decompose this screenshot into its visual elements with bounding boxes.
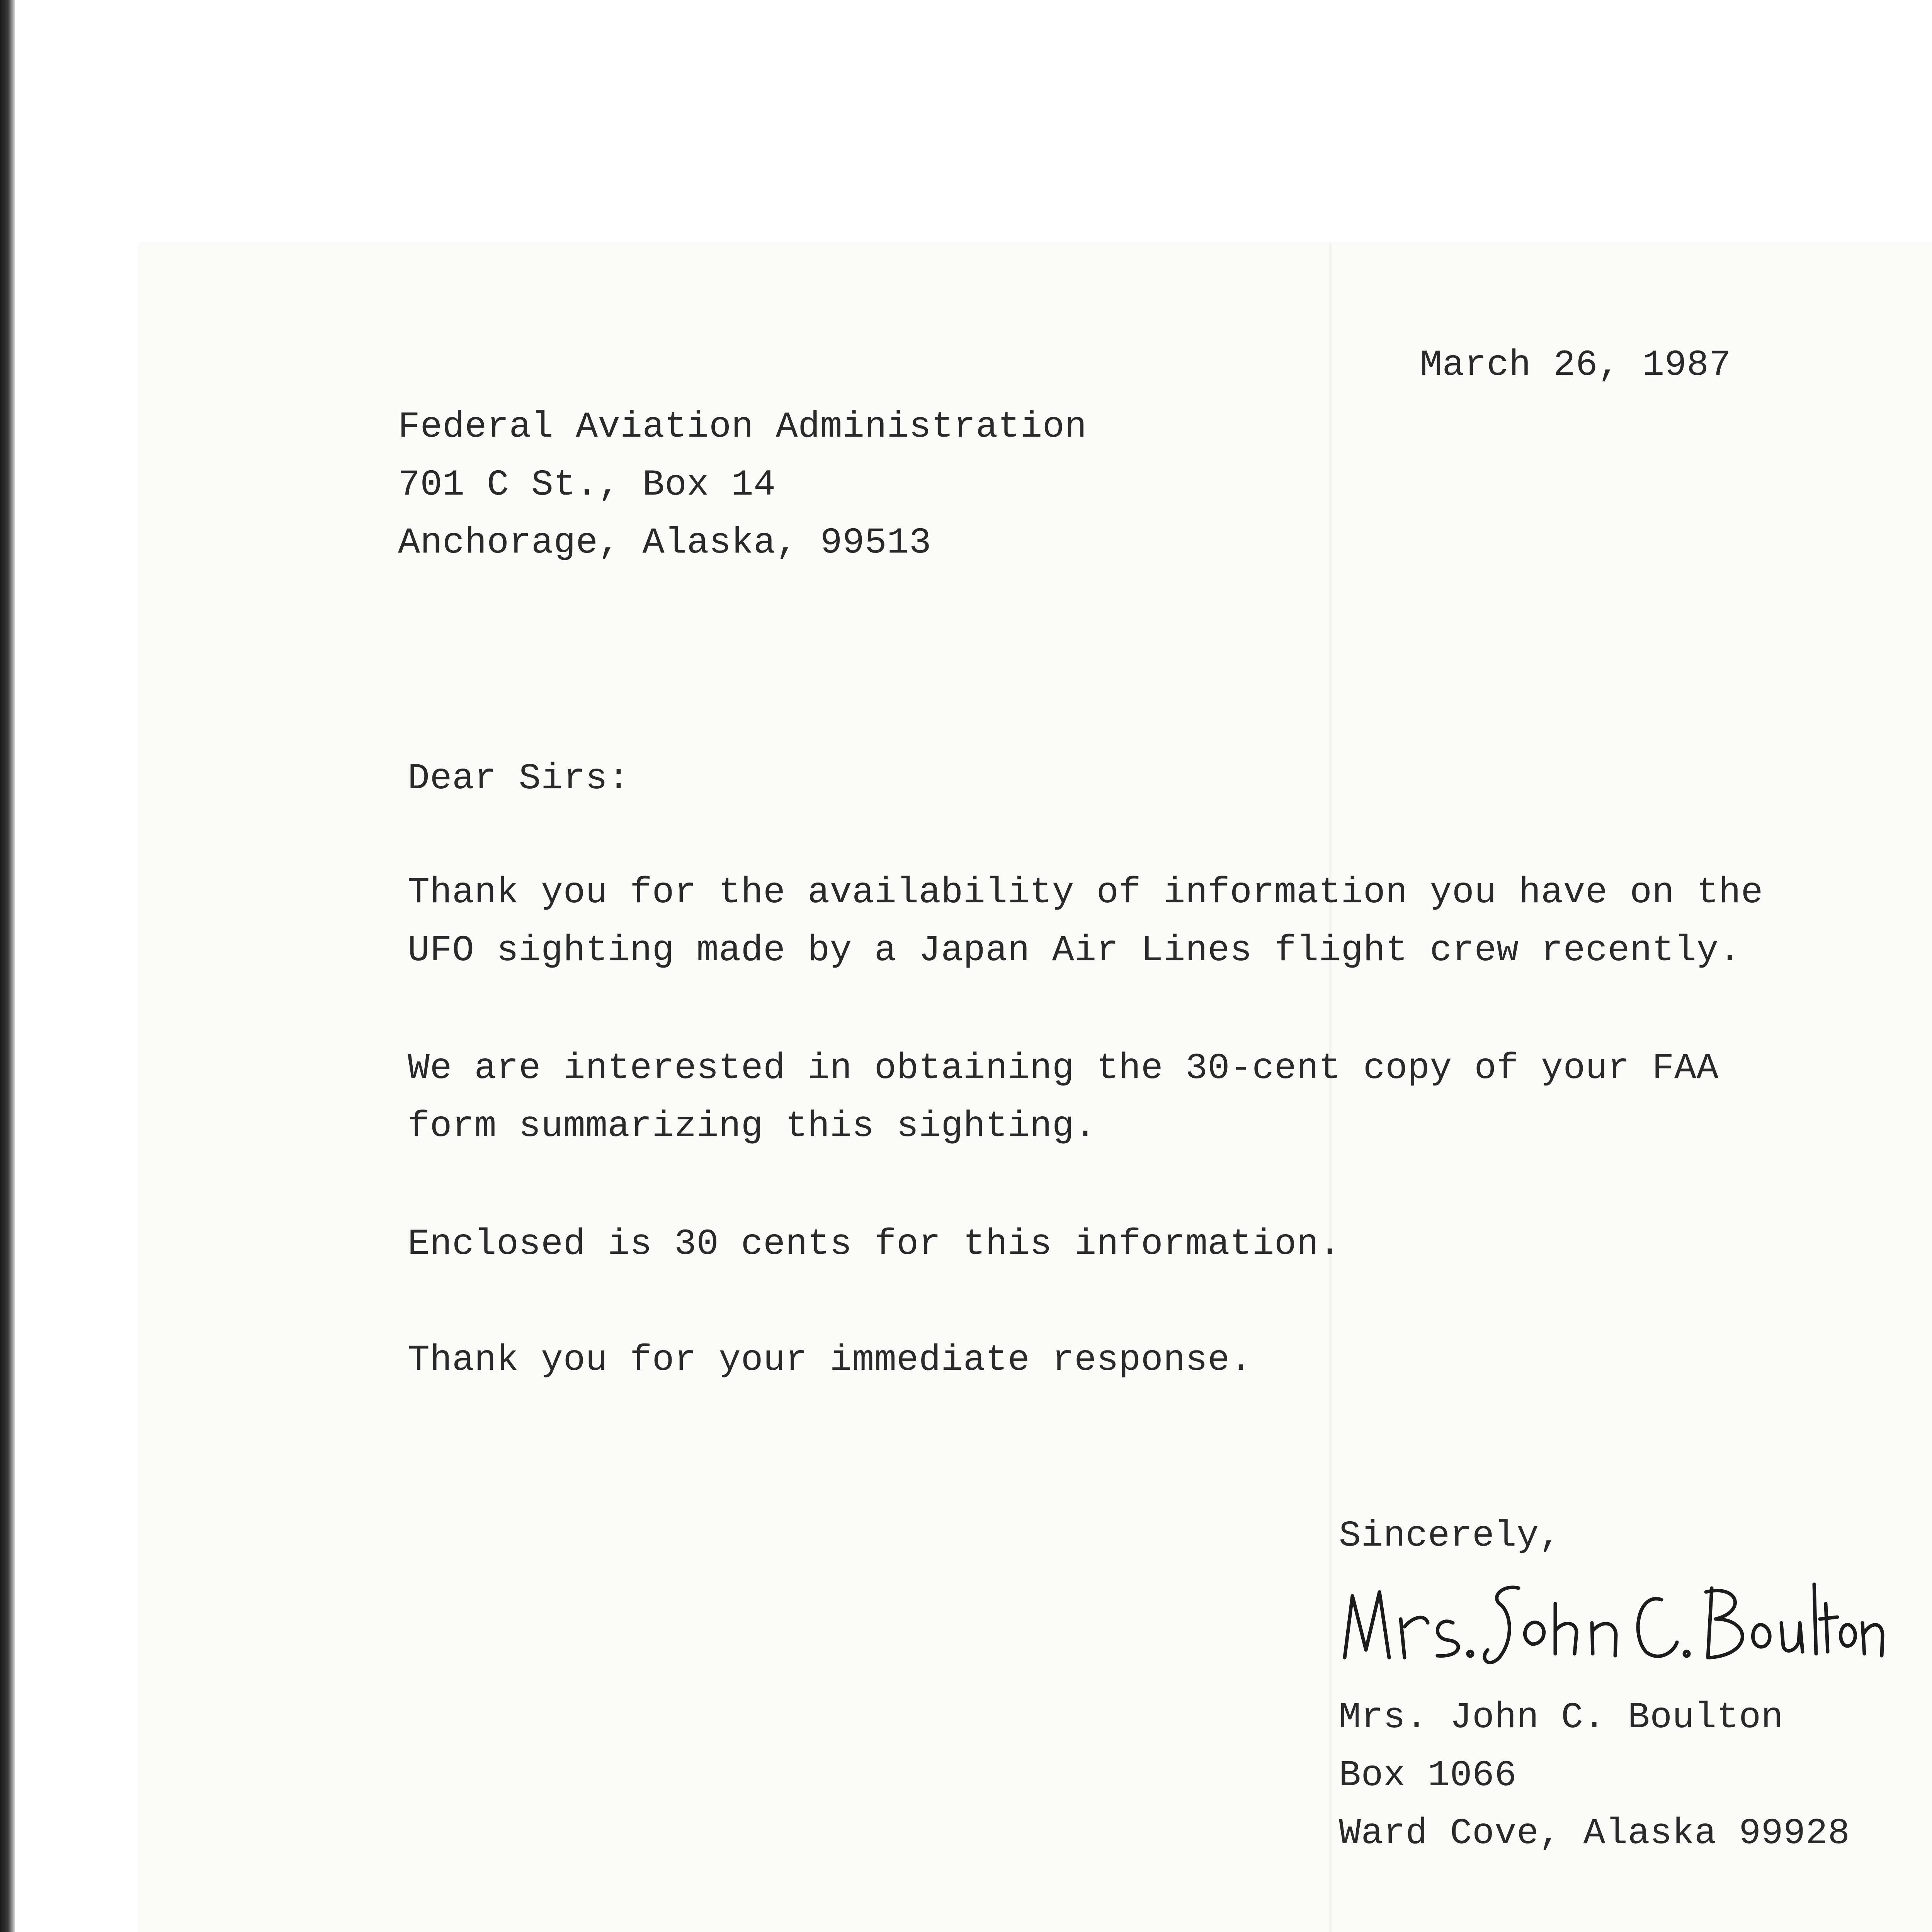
closing: Sincerely, [1339, 1515, 1561, 1557]
scan-edge [0, 0, 15, 1932]
paragraph-1-line-2: UFO sighting made by a Japan Air Lines flight crew recently. [408, 930, 1741, 971]
letter-date: March 26, 1987 [1420, 344, 1731, 386]
recipient-name: Federal Aviation Administration [398, 406, 1087, 448]
paragraph-4: Thank you for your immediate response. [408, 1339, 1252, 1381]
paragraph-2-line-1: We are interested in obtaining the 30-cent copy of your FAA [408, 1048, 1719, 1089]
recipient-city: Anchorage, Alaska, 99513 [398, 522, 932, 564]
sender-name: Mrs. John C. Boulton [1339, 1697, 1784, 1738]
paragraph-1-line-1: Thank you for the availability of information you have on the [408, 872, 1764, 913]
paragraph-2-line-2: form summarizing this sighting. [408, 1105, 1097, 1147]
recipient-street: 701 C St., Box 14 [398, 464, 776, 506]
handwritten-signature [1337, 1561, 1886, 1677]
salutation: Dear Sirs: [408, 758, 630, 799]
paragraph-3: Enclosed is 30 cents for this information. [408, 1223, 1341, 1265]
sender-city: Ward Cove, Alaska 99928 [1339, 1813, 1850, 1854]
sender-box: Box 1066 [1339, 1755, 1517, 1796]
